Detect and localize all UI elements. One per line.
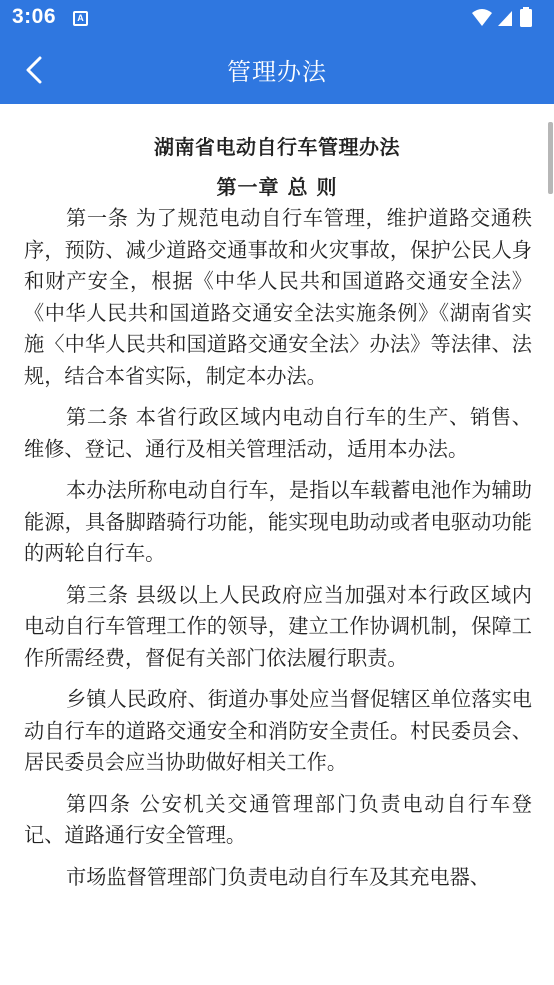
status-icons (470, 6, 544, 30)
cellular-signal-icon (498, 11, 512, 26)
chapter-title: 第一章 总 则 (216, 175, 338, 199)
paragraph: 市场监督管理部门负责电动自行车及其充电器、 (66, 864, 490, 889)
paragraph: 本办法所称电动自行车，是指以车载蓄电池作为辅助能源，具备脚踏骑行功能，能实现电助动或者电驱动功能的两轮自行车。 (24, 478, 532, 565)
scrollbar-thumb[interactable] (548, 122, 553, 194)
page-title: 管理办法 (227, 58, 327, 86)
status-bar (0, 0, 554, 37)
paragraph: 第三条 县级以上人民政府应当加强对本行政区域内电动自行车管理工作的领导，建立工作协调机制，保障工作所需经费，督促有关部门依法履行职责。 (24, 582, 532, 670)
status-time: 3:06 (12, 5, 57, 28)
paragraph: 乡镇人民政府、街道办事处应当督促辖区单位落实电动自行车的道路交通安全和消防安全责任。村民委员会、居民委员会应当协助做好相关工作。 (24, 687, 532, 774)
a-notification-icon: A (73, 11, 88, 26)
wifi-icon (472, 9, 492, 26)
document-title: 湖南省电动自行车管理办法 (154, 135, 400, 159)
paragraph: 第四条 公安机关交通管理部门负责电动自行车登记、道路通行安全管理。 (24, 791, 532, 847)
battery-icon (520, 7, 532, 27)
document-content[interactable] (0, 104, 554, 985)
document-body (24, 203, 532, 903)
paragraph: 第一条 为了规范电动自行车管理，维护道路交通秩序，预防、减少道路交通事故和火灾事故，保护公民人身和财产安全，根据《中华人民共和国道路交通安全法》《中华人民共和国道路交通安全法实施条例》《湖南省实施〈中华人民共和国道路交通安全法〉办法》等法律、法规，结合本省实际，制定本办法。 (24, 206, 532, 388)
app-bar (0, 37, 554, 104)
paragraph: 第二条 本省行政区域内电动自行车的生产、销售、维修、登记、通行及相关管理活动，适用本办法。 (24, 405, 532, 461)
